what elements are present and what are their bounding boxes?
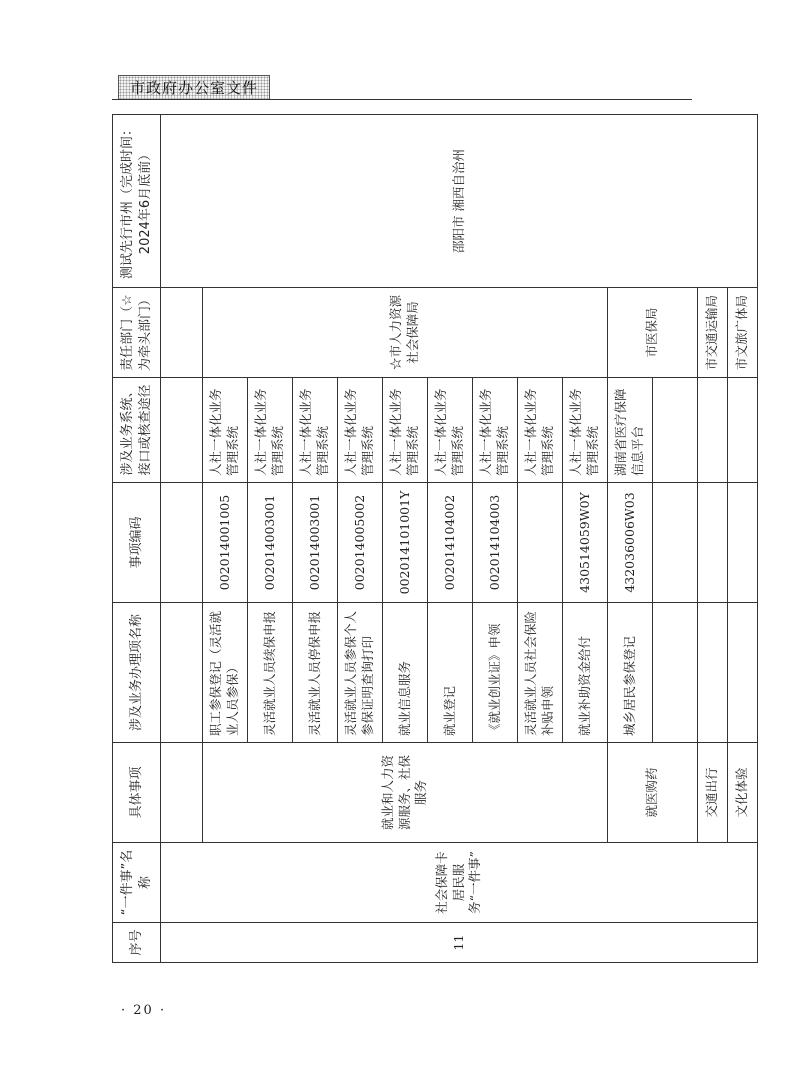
employment-item: 就业和人力资源服务、社保服务: [203, 743, 608, 843]
medical-service: 城乡居民参保登记: [608, 603, 653, 743]
page-number: · 20 ·: [121, 1003, 167, 1018]
medical-dept: 市医保局: [608, 288, 698, 378]
service-name: 就业补助资金给付: [563, 603, 608, 743]
service-code: 002014003001: [293, 483, 338, 603]
document-header-title: 市政府办公室文件: [129, 79, 258, 97]
service-name: 就业信息服务: [383, 603, 428, 743]
service-system: 人社一体化业务管理系统: [518, 378, 563, 483]
service-code: 002014101001Y: [383, 483, 428, 603]
medical-item: 就医购药: [608, 743, 698, 843]
pilot-cities: 邵阳市 湘西自治州: [161, 115, 758, 288]
transport-dept: 市交通运输局: [698, 288, 728, 378]
transport-item: 交通出行: [698, 743, 728, 843]
document-header-box: [118, 75, 270, 100]
group-name: 社会保障卡居民服务“一件事”: [161, 843, 758, 923]
service-code: [518, 483, 563, 603]
service-code: 002014005002: [338, 483, 383, 603]
header-item: 具体事项: [113, 743, 161, 843]
service-name: 《就业创业证》申领: [473, 603, 518, 743]
header-code: 事项编码: [113, 483, 161, 603]
header-no: 序号: [113, 923, 161, 963]
service-name: 灵活就业人员社会保险补贴申领: [518, 603, 563, 743]
header-name: “一件事”名称: [113, 843, 161, 923]
medical-system: 湖南省医疗保障信息平台: [608, 378, 653, 483]
service-system: 人社一体化业务管理系统: [473, 378, 518, 483]
service-system: 人社一体化业务管理系统: [338, 378, 383, 483]
service-name: 灵活就业人员参保个人参保证明查询打印: [338, 603, 383, 743]
medical-code: 432036006W03: [608, 483, 653, 603]
service-code: 002014001005: [203, 483, 248, 603]
service-system: 人社一体化业务管理系统: [203, 378, 248, 483]
service-name: 就业登记: [428, 603, 473, 743]
table-header-row: [113, 115, 161, 963]
employment-dept: ☆市人力资源社会保障局: [203, 288, 608, 378]
header-dept: 责任部门（☆为牵头部门）: [113, 288, 161, 378]
service-code: 430514059W0Y: [563, 483, 608, 603]
header-service: 涉及业务办理项名称: [113, 603, 161, 743]
service-table: [112, 114, 758, 963]
service-name: 灵活就业人员停保申报: [293, 603, 338, 743]
service-system: 人社一体化业务管理系统: [383, 378, 428, 483]
header-system: 涉及业务系统、接口或核查途径: [113, 378, 161, 483]
service-system: 人社一体化业务管理系统: [428, 378, 473, 483]
culture-dept: 市文旅广体局: [728, 288, 758, 378]
header-pilot: 测试先行市州（完成时间：2024年6月底前）: [113, 115, 161, 288]
service-code: 002014104002: [428, 483, 473, 603]
service-system: 人社一体化业务管理系统: [293, 378, 338, 483]
header-rule: [112, 99, 692, 100]
service-name: 灵活就业人员续保申报: [248, 603, 293, 743]
culture-item: 文化体验: [728, 743, 758, 843]
service-code: 002014104003: [473, 483, 518, 603]
rotated-table-wrapper: [112, 115, 750, 963]
service-system: 人社一体化业务管理系统: [248, 378, 293, 483]
table-spacer-row: [161, 115, 203, 963]
group-number: 11: [161, 923, 758, 963]
service-name: 职工参保登记（灵活就业人员参保）: [203, 603, 248, 743]
service-code: 002014003001: [248, 483, 293, 603]
service-system: 人社一体化业务管理系统: [563, 378, 608, 483]
